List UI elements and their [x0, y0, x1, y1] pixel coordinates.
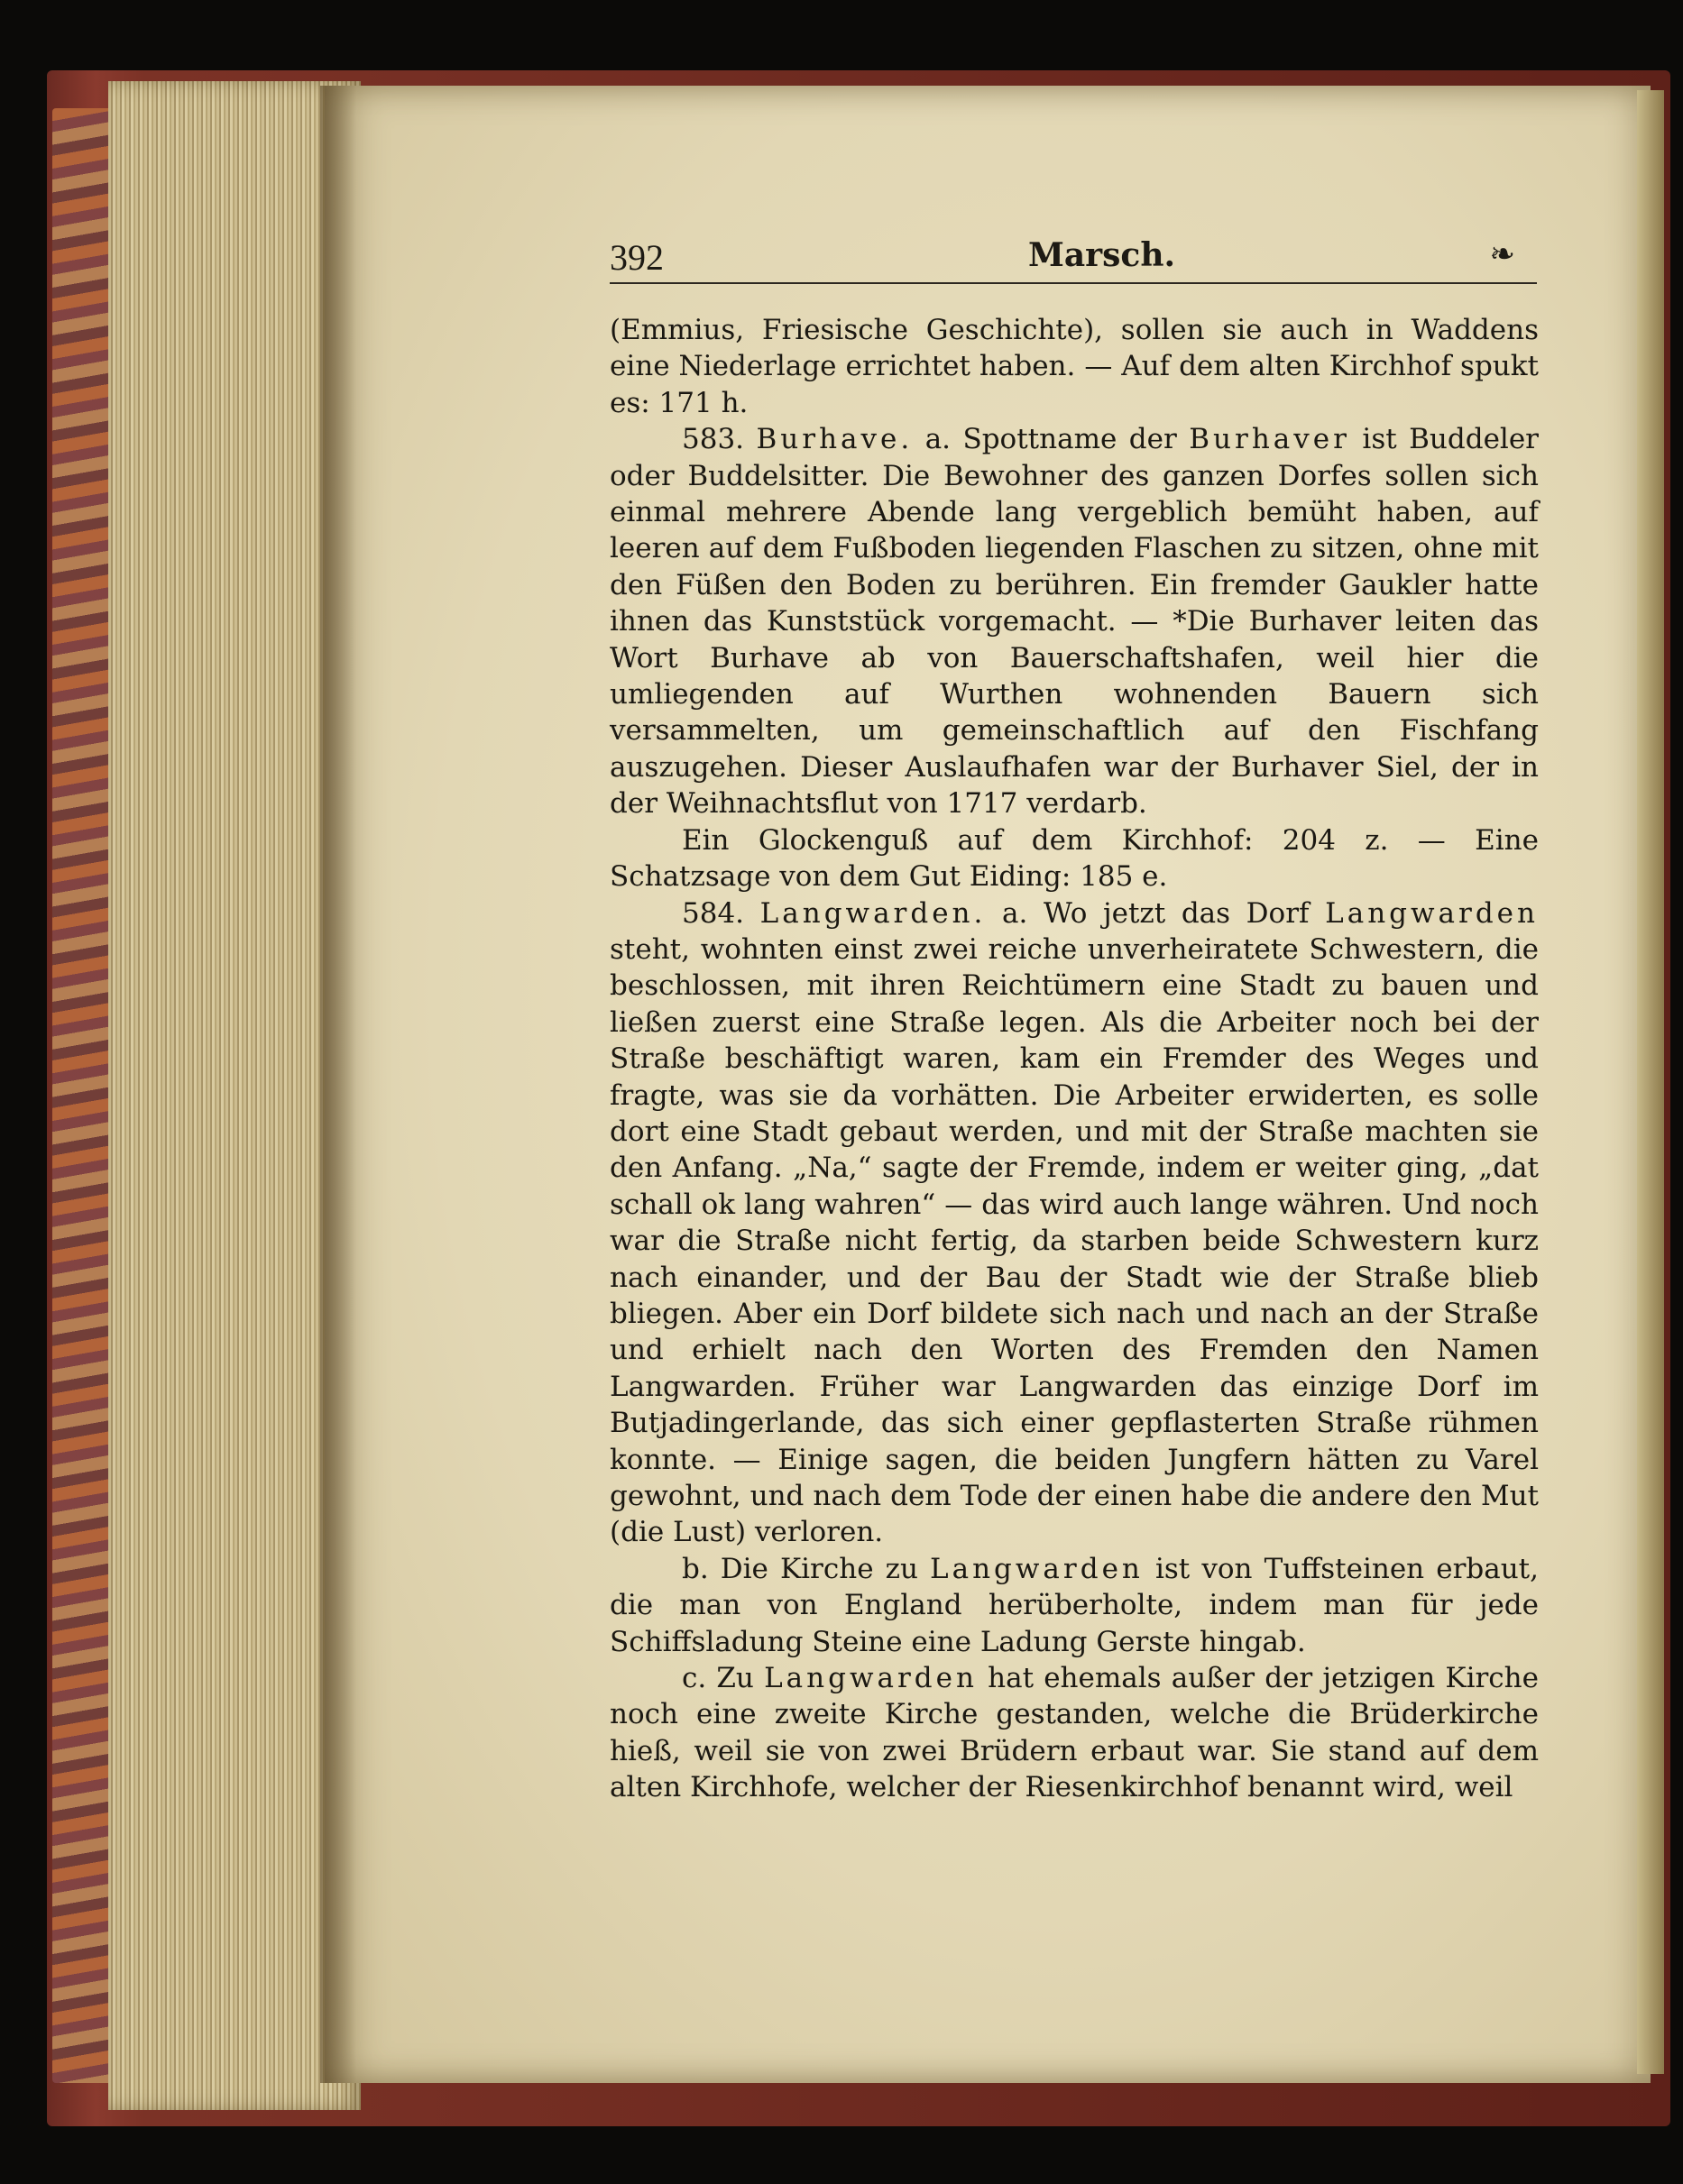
entry-text-a: a. Spottname der — [913, 423, 1190, 456]
paragraph-spaced-term: Langwarden — [930, 1552, 1144, 1585]
entry-place: Langwarden. — [759, 896, 987, 930]
entry-text-b: ist Buddeler oder Buddelsitter. Die Bewohner des ganzen Dorfes sollen sich einmal mehrere Abende lang vergeblich bemüht haben, auf leeren auf dem Fußboden liegenden Flaschen zu sitzen, ohne mit den Füßen den Boden zu berühren. Ein fremder Gaukler hatte ihnen das Kunststück vorgemacht. — *Die Burhaver leiten das Wort Burhave ab von Bauerschaftshafen, weil hier die umliegenden auf Wurthen wohnenden Bauern sich versammelten, um gemeinschaftlich auf den Fischfang auszugehen. Dieser Auslaufhafen war der Burhaver Siel, der in der Weihnachtsflut von 1717 verdarb. — [610, 423, 1540, 821]
right-page-edge — [1637, 90, 1664, 2074]
entry-number: 583. — [682, 423, 745, 456]
paragraph-b — [610, 1551, 1539, 1660]
entry-text-b: steht, wohnten einst zwei reiche unverheiratete Schwestern, die beschlossen, mit ihren Reichtümern eine Stadt zu bauen und ließen zuerst eine Straße legen. Als die Arbeiter noch bei der Straße beschäftigt waren, kam ein Fremder des Weges und fragte, was sie da vorhätten. Die Arbeiter erwiderten, es solle dort eine Stadt gebaut werden, und mit der Straße machten sie den Anfang. „Na,“ sagte der Fremde, indem er weiter ging, „dat schall ok lang wahren“ — das wird auch lange währen. Und noch war die Straße nicht fertig, da starben beide Schwestern kurz nach einander, und der Bau der Stadt wie der Straße blieb bliegen. Aber ein Dorf bildete sich nach und nach an der Straße und erhielt nach den Worten des Fremden den Namen Langwarden. Früher war Langwarden das einzige Dorf im Butjadingerlande, das sich einer gepflasterten Straße rühmen konnte. — Einige sagen, die beiden Jungfern hätten zu Varel gewohnt, und nach dem Tode der einen habe die andere den Mut (die Lust) verloren. — [610, 932, 1539, 1549]
entry-spaced-term: Langwarden — [1325, 896, 1539, 930]
paragraph-rest: ist von Tuffsteinen erbaut, die man von England herüberholte, indem man für jede Schiffsladung Steine eine Ladung Gerste hingab. — [610, 1552, 1539, 1658]
paragraph-glockenguss: Ein Glockenguß auf dem Kirchhof: 204 z. — Eine Schatzsage von dem Gut Eiding: 185 e. — [610, 823, 1539, 894]
ornament-icon: ❧ — [1489, 236, 1515, 272]
entry-583 — [610, 421, 1539, 821]
entry-584 — [610, 895, 1539, 1551]
entry-text-a: a. Wo jetzt das Dorf — [986, 896, 1326, 930]
page-gutter-shadow — [320, 86, 356, 2083]
body-text — [610, 312, 1539, 1806]
entry-place: Burhave. — [756, 423, 914, 456]
page-number: 392 — [610, 237, 664, 278]
header-rule — [610, 282, 1537, 284]
entry-number: 584. — [682, 896, 745, 930]
page-header — [610, 236, 1537, 281]
paragraph-rest: hat ehemals außer der jetzigen Kirche noch eine zweite Kirche gestanden, welche die Brüderkirche hieß, weil sie von zwei Brüdern erbaut war. Sie stand auf dem alten Kirchhofe, welcher der Riesenkirchhof benannt wird, weil — [610, 1662, 1539, 1804]
running-head: Marsch. — [1028, 236, 1176, 274]
paragraph-c — [610, 1660, 1539, 1806]
marbled-edge — [52, 108, 115, 2083]
paragraph-lead: b. Die Kirche zu — [682, 1552, 931, 1585]
paragraph-spaced-term: Langwarden — [764, 1662, 978, 1695]
entry-spaced-term: Burhaver — [1189, 423, 1350, 456]
paragraph-lead: c. Zu — [682, 1662, 765, 1695]
paragraph-continuation: (Emmius, Friesische Geschichte), sollen sie auch in Waddens eine Niederlage errichtet haben. — Auf dem alten Kirchhof spukt es: 171 h. — [610, 314, 1539, 419]
